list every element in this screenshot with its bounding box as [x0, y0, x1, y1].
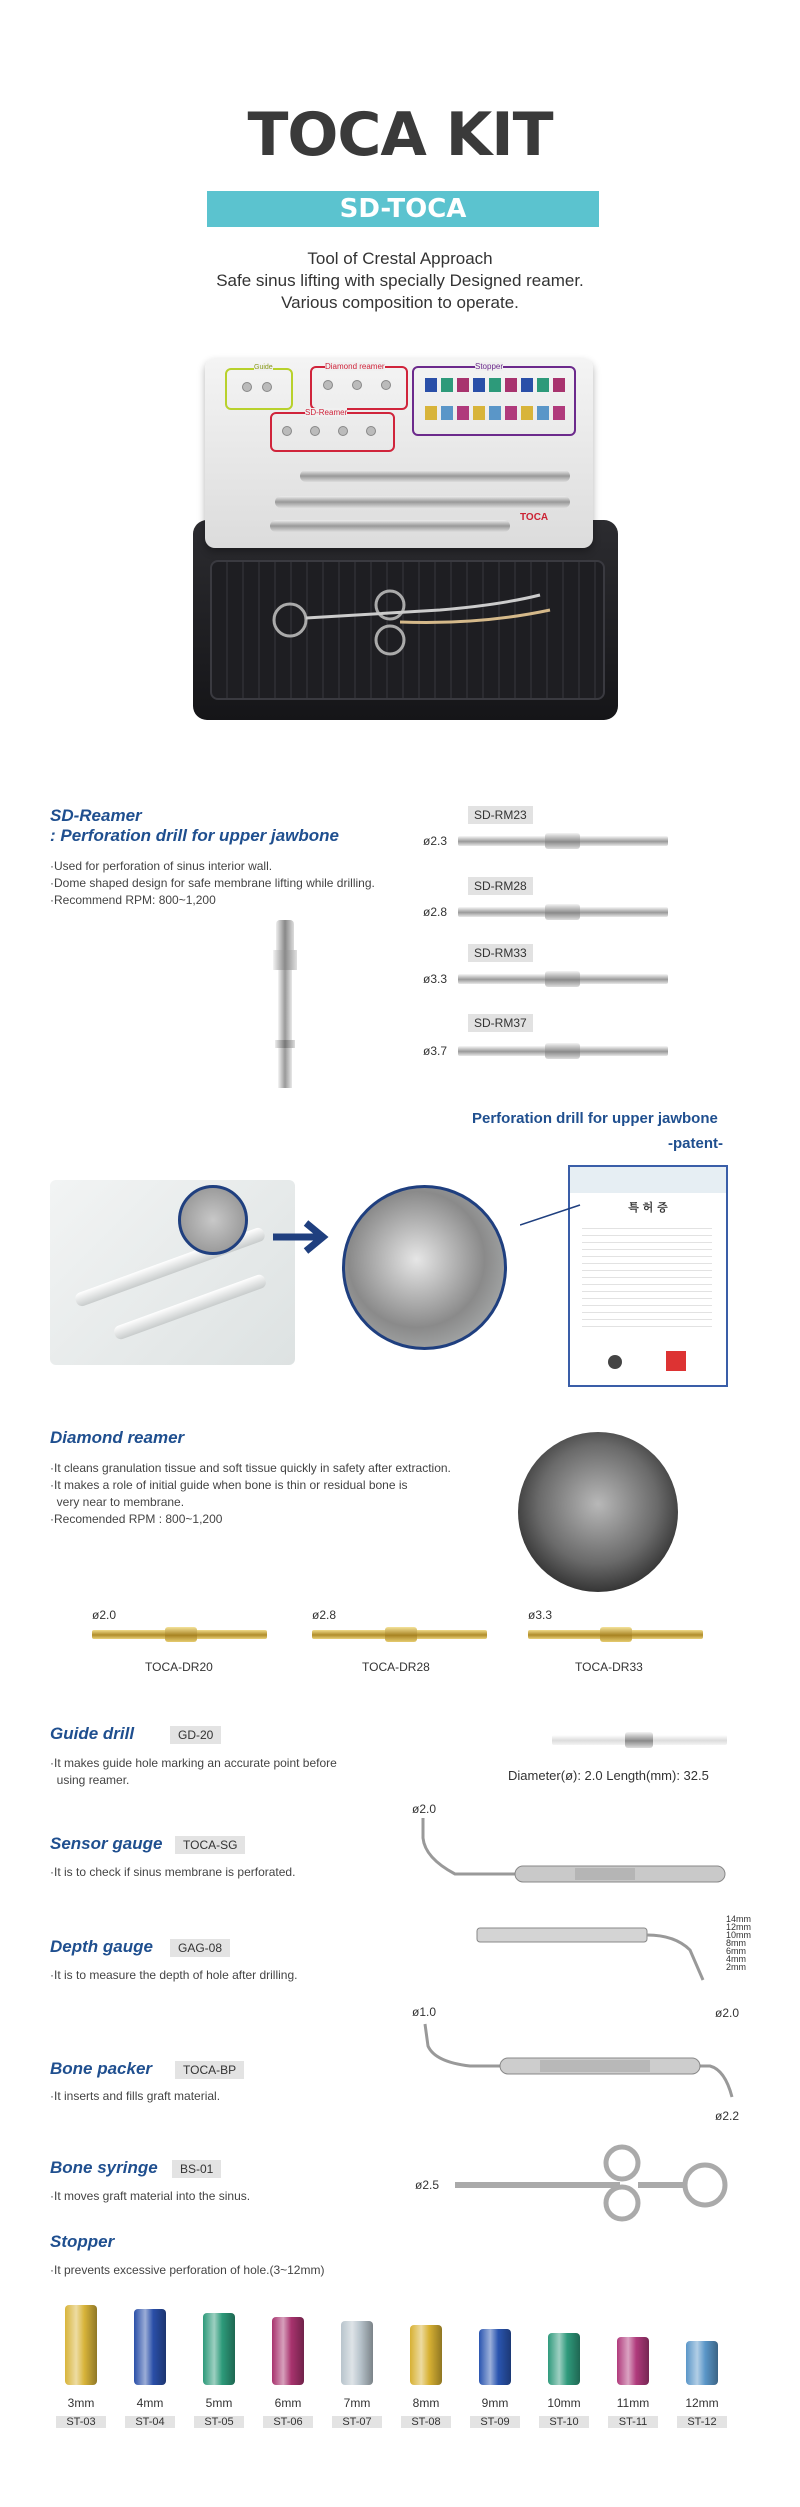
depth-mark: 4mm	[726, 1954, 746, 1964]
stopper-code: ST-09	[470, 2416, 520, 2428]
bone-syringe-dia: ø2.5	[415, 2178, 440, 2192]
sd-rm33-collar	[545, 971, 580, 987]
stopper-size: 9mm	[481, 2396, 509, 2410]
dr20-dia: ø2.0	[92, 1608, 117, 1622]
depth-mark: 10mm	[726, 1930, 752, 1940]
stopper-cap-11mm	[617, 2337, 649, 2385]
kit-pin	[338, 426, 348, 436]
diamond-reamer-bullets	[50, 1460, 490, 1528]
sd-rm28-code: SD-RM28	[468, 877, 533, 895]
kit-pin	[381, 380, 391, 390]
kit-pin	[282, 426, 292, 436]
zoom-detail-circle	[342, 1185, 507, 1350]
sd-rm23-dia: ø2.3	[423, 834, 448, 848]
bullet: ·It makes guide hole marking an accurate point before	[50, 1756, 337, 1770]
kit-pin	[352, 380, 362, 390]
stopper-row	[55, 2300, 755, 2450]
stopper-code: ST-06	[263, 2416, 313, 2428]
bullet: ·It makes a role of initial guide when bone is thin or residual bone is	[50, 1478, 408, 1492]
sd-rm28-collar	[545, 904, 580, 920]
sd-rm23-code: SD-RM23	[468, 806, 533, 824]
sd-reamer-title: SD-Reamer	[50, 806, 142, 825]
patent-doc-title: 특 허 증	[628, 1201, 668, 1214]
tagline-line-2: Safe sinus lifting with specially Designed reamer.	[216, 271, 584, 290]
diamond-reamer-title: Diamond reamer	[50, 1428, 185, 1447]
depth-mark: 14mm	[726, 1914, 752, 1924]
bullet: ·It is to measure the depth of hole after drilling.	[50, 1968, 298, 1982]
kit-brand-logo: TOCA	[520, 512, 549, 523]
bone-packer-dia-left: ø1.0	[412, 2005, 437, 2019]
stopper-code: ST-08	[401, 2416, 451, 2428]
dr20-collar	[165, 1627, 197, 1642]
kit-instrument	[300, 470, 570, 482]
dr28-dia: ø2.8	[312, 1608, 337, 1622]
reamer-closeup-image	[50, 1180, 295, 1365]
kit-pin	[310, 426, 320, 436]
slot-stopper-label: Stopper	[475, 362, 504, 371]
depth-gauge-code: GAG-08	[170, 1939, 230, 1957]
stopper-cap-10mm	[548, 2333, 580, 2385]
bone-packer-image	[420, 2022, 740, 2112]
sd-rm33-dia: ø3.3	[423, 972, 448, 986]
stopper-size: 6mm	[274, 2396, 302, 2410]
guide-drill-code: GD-20	[170, 1726, 221, 1744]
bone-syringe-image	[450, 2125, 740, 2225]
zoom-source-circle	[178, 1185, 248, 1255]
sd-rm37-collar	[545, 1043, 580, 1059]
bullet: ·Recommend RPM: 800~1,200	[50, 893, 216, 907]
sensor-gauge-title: Sensor gauge	[50, 1834, 163, 1853]
bullet: ·It moves graft material into the sinus.	[50, 2189, 251, 2203]
depth-gauge-dia: ø2.0	[715, 2006, 740, 2020]
stopper-size: 8mm	[412, 2396, 440, 2410]
stopper-cap-6mm	[272, 2317, 304, 2385]
bullet: using reamer.	[50, 1773, 130, 1787]
stopper-cap-9mm	[479, 2329, 511, 2385]
bone-syringe-bullets	[50, 2188, 250, 2205]
bone-packer-bullets	[50, 2088, 220, 2105]
sd-rm23-collar	[545, 833, 580, 849]
depth-gauge-title: Depth gauge	[50, 1937, 153, 1956]
bullet: ·It inserts and fills graft material.	[50, 2089, 221, 2103]
bullet: ·It prevents excessive perforation of hole.(3~12mm)	[50, 2263, 325, 2277]
patent-tag: -patent-	[668, 1135, 723, 1152]
bone-packer-code: TOCA-BP	[175, 2061, 244, 2079]
guide-drill-collar	[625, 1732, 653, 1748]
arrow-right-icon	[268, 1217, 338, 1257]
stopper-code: ST-05	[194, 2416, 244, 2428]
tagline-line-1: Tool of Crestal Approach	[307, 249, 493, 268]
stopper-size: 10mm	[547, 2396, 581, 2410]
sd-reamer-bullets	[50, 858, 410, 909]
bone-packer-dia-right: ø2.2	[715, 2109, 740, 2123]
kit-instrument	[270, 520, 510, 532]
dr33-dia: ø3.3	[528, 1608, 553, 1622]
stopper-cap-4mm	[134, 2309, 166, 2385]
stopper-code: ST-07	[332, 2416, 382, 2428]
stopper-code: ST-12	[677, 2416, 727, 2428]
kit-wire-tools	[260, 580, 560, 660]
dr33-collar	[600, 1627, 632, 1642]
kit-stopper-row	[425, 378, 565, 392]
stopper-code: ST-04	[125, 2416, 175, 2428]
dr20-code: TOCA-DR20	[145, 1660, 213, 1674]
stopper-code: ST-10	[539, 2416, 589, 2428]
stopper-size: 12mm	[685, 2396, 719, 2410]
slot-stopper	[412, 366, 576, 436]
stopper-cap-3mm	[65, 2305, 97, 2385]
bullet: ·Dome shaped design for safe membrane lifting while drilling.	[50, 876, 375, 890]
kit-pin	[242, 382, 252, 392]
sd-rm28-dia: ø2.8	[423, 905, 448, 919]
slot-diamond-label: Diamond reamer	[325, 362, 385, 371]
stopper-cap-7mm	[341, 2321, 373, 2385]
depth-mark: 6mm	[726, 1946, 746, 1956]
kit-pin	[262, 382, 272, 392]
slot-guide-label: Guide	[254, 364, 273, 371]
sd-rm33-code: SD-RM33	[468, 944, 533, 962]
sensor-gauge-bullets	[50, 1864, 295, 1881]
depth-gauge-image	[475, 1910, 715, 1990]
depth-gauge-bullets	[50, 1967, 297, 1984]
stopper-bullets	[50, 2262, 324, 2279]
patent-caption: Perforation drill for upper jawbone	[472, 1110, 718, 1127]
sd-reamer-subtitle: : Perforation drill for upper jawbone	[50, 826, 340, 845]
stopper-cap-8mm	[410, 2325, 442, 2385]
patent-document	[568, 1165, 728, 1387]
kit-stopper-row	[425, 406, 565, 420]
slot-guide	[225, 368, 293, 410]
guide-drill-bullets	[50, 1755, 390, 1789]
dr33-code: TOCA-DR33	[575, 1660, 643, 1674]
sensor-gauge-code: TOCA-SG	[175, 1836, 245, 1854]
bullet: ·Recomended RPM : 800~1,200	[50, 1512, 223, 1526]
depth-gauge-marks	[726, 1915, 751, 1971]
stopper-size: 3mm	[67, 2396, 95, 2410]
stopper-size: 11mm	[616, 2396, 650, 2410]
bullet: ·It cleans granulation tissue and soft tissue quickly in safety after extraction.	[50, 1461, 451, 1475]
kit-pin	[323, 380, 333, 390]
guide-drill-spec: Diameter(ø): 2.0 Length(mm): 32.5	[508, 1768, 709, 1783]
kit-pin	[366, 426, 376, 436]
stopper-code: ST-03	[56, 2416, 106, 2428]
sd-rm37-code: SD-RM37	[468, 1014, 533, 1032]
stopper-cap-5mm	[203, 2313, 235, 2385]
sensor-gauge-dia: ø2.0	[412, 1802, 437, 1816]
kit-instrument	[275, 496, 570, 508]
dr28-code: TOCA-DR28	[362, 1660, 430, 1674]
bullet: ·Used for perforation of sinus interior wall.	[50, 859, 273, 873]
sd-rm37-dia: ø3.7	[423, 1044, 448, 1058]
stopper-size: 5mm	[205, 2396, 233, 2410]
tagline-line-3: Various composition to operate.	[281, 293, 519, 312]
page-title: TOCA KIT	[247, 100, 553, 170]
sd-reamer-vertical-image	[270, 920, 300, 1090]
depth-mark: 12mm	[726, 1922, 752, 1932]
tagline	[0, 248, 800, 314]
stopper-cap-12mm	[686, 2341, 718, 2385]
bone-syringe-code: BS-01	[172, 2160, 221, 2178]
guide-drill-title: Guide drill	[50, 1724, 135, 1743]
bullet: ·It is to check if sinus membrane is perforated.	[50, 1865, 296, 1879]
stopper-code: ST-11	[608, 2416, 658, 2428]
stopper-title: Stopper	[50, 2232, 115, 2251]
endoscopic-image	[518, 1432, 678, 1592]
stopper-size: 7mm	[343, 2396, 371, 2410]
bone-packer-title: Bone packer	[50, 2059, 153, 2078]
subtitle-banner: SD-TOCA	[207, 191, 599, 227]
bone-syringe-title: Bone syringe	[50, 2158, 158, 2177]
sensor-gauge-image	[415, 1818, 735, 1888]
stopper-size: 4mm	[136, 2396, 164, 2410]
depth-mark: 8mm	[726, 1938, 746, 1948]
bullet: very near to membrane.	[50, 1495, 185, 1509]
patent-pointer-line	[520, 1185, 590, 1235]
dr28-collar	[385, 1627, 417, 1642]
depth-mark: 2mm	[726, 1962, 746, 1972]
slot-sdreamer-label: SD-Reamer	[305, 408, 348, 417]
